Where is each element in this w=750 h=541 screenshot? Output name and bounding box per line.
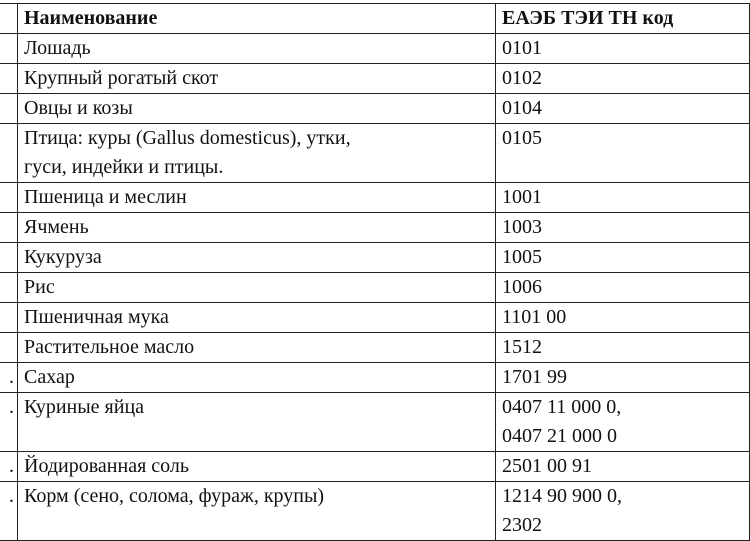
tn-code-cell	[496, 34, 750, 64]
product-name-cell	[18, 452, 496, 482]
table-row	[0, 183, 750, 213]
product-name-line: Йодированная соль	[24, 455, 189, 477]
product-name-line: Крупный рогатый скот	[24, 67, 219, 89]
product-name-cell	[18, 183, 496, 213]
product-name-cell	[18, 303, 496, 333]
product-name-cell	[18, 273, 496, 303]
product-name-cell	[18, 34, 496, 64]
tn-code-line: 2302	[502, 514, 542, 536]
tn-code-line: 1006	[502, 276, 542, 298]
table-row	[0, 34, 750, 64]
row-number	[0, 213, 18, 243]
tn-code-line: 0407 11 000 0,	[502, 396, 622, 418]
goods-code-table	[0, 3, 750, 541]
tn-code-cell	[496, 482, 750, 541]
product-name-line: Пшеничная мука	[24, 306, 169, 328]
product-name-line: Сахар	[24, 366, 75, 388]
product-name-cell	[18, 124, 496, 183]
row-number	[0, 333, 18, 363]
tn-code-cell	[496, 273, 750, 303]
row-number	[0, 273, 18, 303]
header-code: ЕАЭБ ТЭИ ТН код	[496, 4, 750, 34]
tn-code-line: 1512	[502, 336, 542, 358]
product-name-line: Птица: куры (Gallus domesticus), утки,	[24, 127, 351, 149]
product-name-line: Куриные яйца	[24, 396, 145, 418]
tn-code-cell	[496, 393, 750, 452]
table-row	[0, 303, 750, 333]
tn-code-cell	[496, 94, 750, 124]
table-row	[0, 333, 750, 363]
table-body	[0, 34, 750, 541]
product-name-cell	[18, 482, 496, 541]
table-row	[0, 243, 750, 273]
tn-code-line: 0105	[502, 127, 542, 149]
tn-code-cell	[496, 64, 750, 94]
header-row	[0, 4, 750, 34]
product-name-cell	[18, 363, 496, 393]
row-number	[0, 124, 18, 183]
row-number	[0, 94, 18, 124]
table-row	[0, 213, 750, 243]
tn-code-line: 0101	[502, 37, 542, 59]
product-name-cell	[18, 393, 496, 452]
tn-code-line: 1701 99	[502, 366, 567, 388]
product-name-line: Ячмень	[24, 216, 89, 238]
product-name-line: Лошадь	[24, 37, 91, 59]
table-row	[0, 393, 750, 452]
tn-code-cell	[496, 183, 750, 213]
tn-code-line: 1101 00	[502, 306, 567, 328]
product-name-line: гуси, индейки и птицы.	[24, 156, 224, 178]
product-name-line: Корм (сено, солома, фураж, крупы)	[24, 485, 325, 507]
tn-code-cell	[496, 333, 750, 363]
row-number	[0, 183, 18, 213]
tn-code-line: 0407 21 000 0	[502, 425, 617, 447]
product-name-line: Растительное масло	[24, 336, 195, 358]
product-name-cell	[18, 243, 496, 273]
header-number	[0, 4, 18, 34]
tn-code-cell	[496, 213, 750, 243]
tn-code-cell	[496, 363, 750, 393]
table-row	[0, 452, 750, 482]
product-name-cell	[18, 64, 496, 94]
row-number: .	[0, 393, 18, 452]
row-number: .	[0, 482, 18, 541]
tn-code-cell	[496, 243, 750, 273]
product-name-cell	[18, 94, 496, 124]
tn-code-line: 1214 90 900 0,	[502, 485, 622, 507]
product-name-line: Овцы и козы	[24, 97, 133, 119]
row-number	[0, 243, 18, 273]
row-number	[0, 64, 18, 94]
tn-code-cell	[496, 452, 750, 482]
tn-code-line: 2501 00 91	[502, 455, 592, 477]
product-name-line: Пшеница и меслин	[24, 186, 187, 208]
product-name-cell	[18, 213, 496, 243]
row-number	[0, 303, 18, 333]
tn-code-line: 0102	[502, 67, 542, 89]
product-name-line: Кукуруза	[24, 246, 102, 268]
row-number: .	[0, 452, 18, 482]
table-row	[0, 482, 750, 541]
header-name: Наименование	[18, 4, 496, 34]
row-number	[0, 34, 18, 64]
table-row	[0, 64, 750, 94]
tn-code-cell	[496, 124, 750, 183]
table-row	[0, 94, 750, 124]
tn-code-line: 1001	[502, 186, 542, 208]
table-row	[0, 124, 750, 183]
tn-code-line: 1005	[502, 246, 542, 268]
product-name-line: Рис	[24, 276, 55, 298]
tn-code-line: 1003	[502, 216, 542, 238]
row-number: .	[0, 363, 18, 393]
product-name-cell	[18, 333, 496, 363]
table-row	[0, 273, 750, 303]
tn-code-cell	[496, 303, 750, 333]
table-row	[0, 363, 750, 393]
tn-code-line: 0104	[502, 97, 542, 119]
